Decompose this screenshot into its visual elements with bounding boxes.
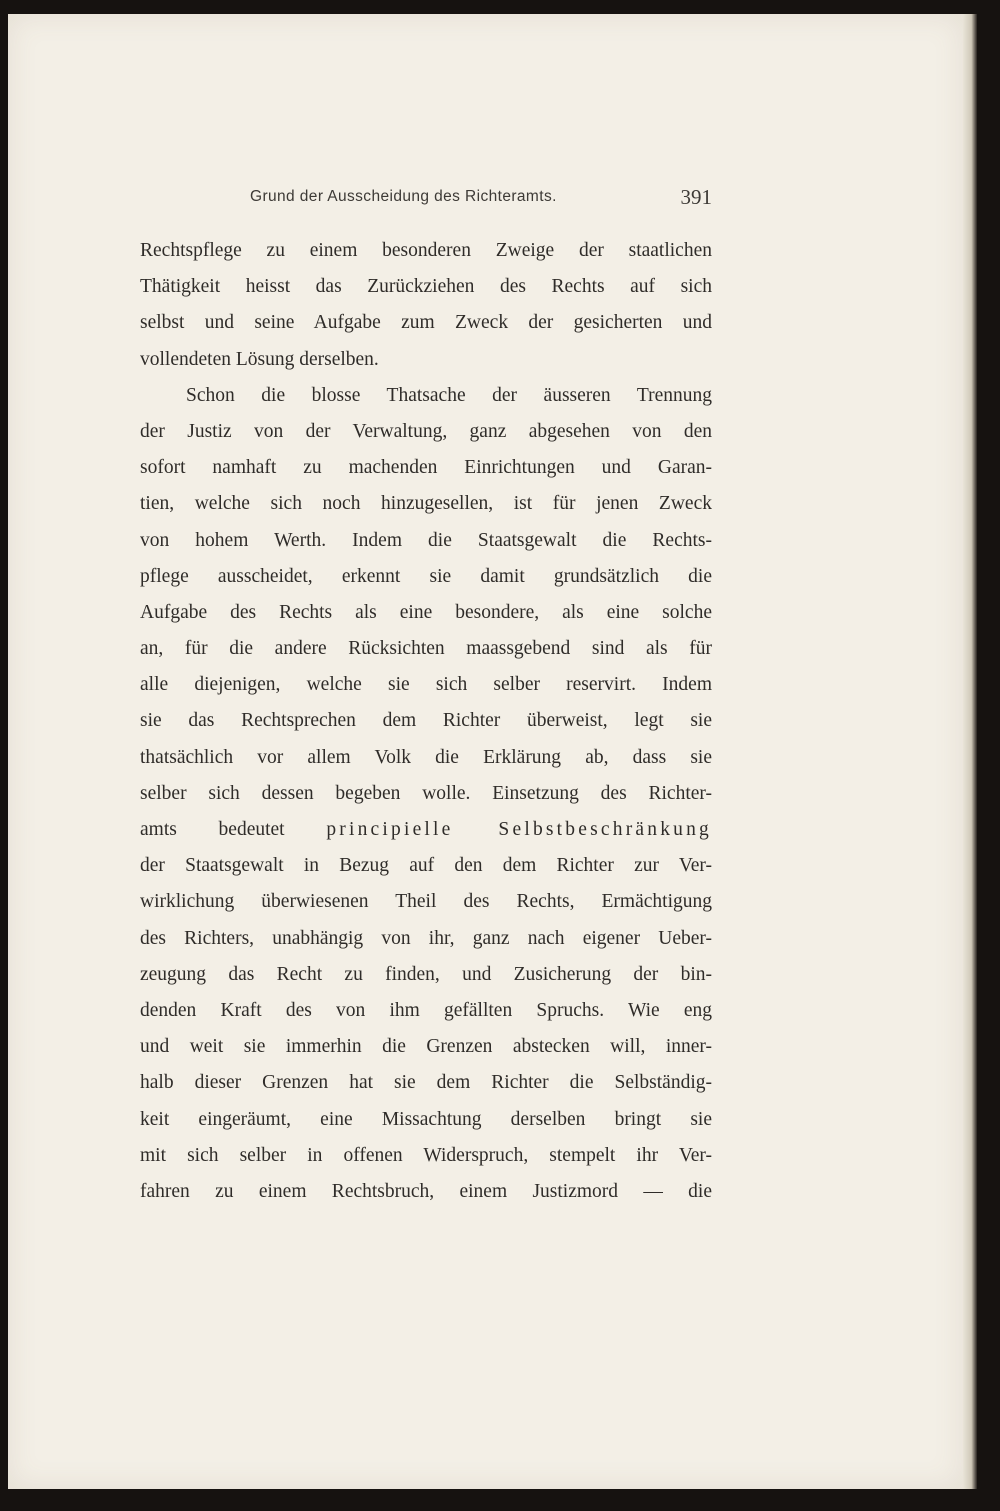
page-header	[250, 185, 712, 212]
text-line: alle diejenigen, welche sie sich selber reservirt. Indem	[140, 674, 712, 696]
text-line: wirklichung überwiesenen Theil des Rechts, Ermächtigung	[140, 891, 712, 913]
text-line: halb dieser Grenzen hat sie dem Richter die Selbständig-	[140, 1072, 712, 1094]
text-line: zeugung das Recht zu finden, und Zusicherung der bin-	[140, 963, 712, 985]
page-number: 391	[680, 185, 712, 209]
running-head: Grund der Ausscheidung des Richteramts.	[250, 188, 557, 205]
text-line: keit eingeräumt, eine Missachtung derselben bringt sie	[140, 1108, 712, 1130]
text-line-emphasized: amts bedeutet principielle Selbstbeschränkung	[140, 819, 712, 840]
paragraph-first-line: Schon die blosse Thatsache der äusseren Trennung	[186, 384, 712, 406]
text-line: sofort namhaft zu machenden Einrichtungen und Garan-	[140, 457, 712, 479]
text-line: denden Kraft des von ihm gefällten Spruchs. Wie eng	[140, 999, 712, 1021]
text-line: und weit sie immerhin die Grenzen abstecken will, inner-	[140, 1036, 712, 1058]
page-edge	[963, 14, 977, 1489]
text-line: pflege ausscheidet, erkennt sie damit grundsätzlich die	[140, 565, 712, 587]
text-line: Aufgabe des Rechts als eine besondere, als eine solche	[140, 601, 712, 623]
text-line: von hohem Werth. Indem die Staatsgewalt die Rechts-	[140, 529, 712, 551]
text-line: vollendeten Lösung derselben.	[140, 348, 379, 370]
text-line: der Staatsgewalt in Bezug auf den dem Richter zur Ver-	[140, 855, 712, 877]
text-line: thatsächlich vor allem Volk die Erklärung ab, dass sie	[140, 746, 712, 768]
text-line: der Justiz von der Verwaltung, ganz abgesehen von den	[140, 420, 712, 442]
text-line: Thätigkeit heisst das Zurückziehen des Rechts auf sich	[140, 276, 712, 298]
text-line: selber sich dessen begeben wolle. Einsetzung des Richter-	[140, 782, 712, 804]
text-line: selbst und seine Aufgabe zum Zweck der gesicherten und	[140, 312, 712, 334]
text-line: tien, welche sich noch hinzugesellen, ist für jenen Zweck	[140, 493, 712, 515]
text-line: mit sich selber in offenen Widerspruch, stempelt ihr Ver-	[140, 1144, 712, 1166]
emphasized-phrase: principielle Selbstbeschränkung	[326, 819, 712, 840]
text-line: sie das Rechtsprechen dem Richter überweist, legt sie	[140, 710, 712, 732]
text-line: des Richters, unabhängig von ihr, ganz nach eigener Ueber-	[140, 927, 712, 949]
text-line: Rechtspflege zu einem besonderen Zweige der staatlichen	[140, 240, 712, 261]
text-line: fahren zu einem Rechtsbruch, einem Justizmord — die	[140, 1180, 712, 1202]
text-line: an, für die andere Rücksichten maassgebend sind als für	[140, 638, 712, 660]
body-text	[140, 233, 712, 1210]
